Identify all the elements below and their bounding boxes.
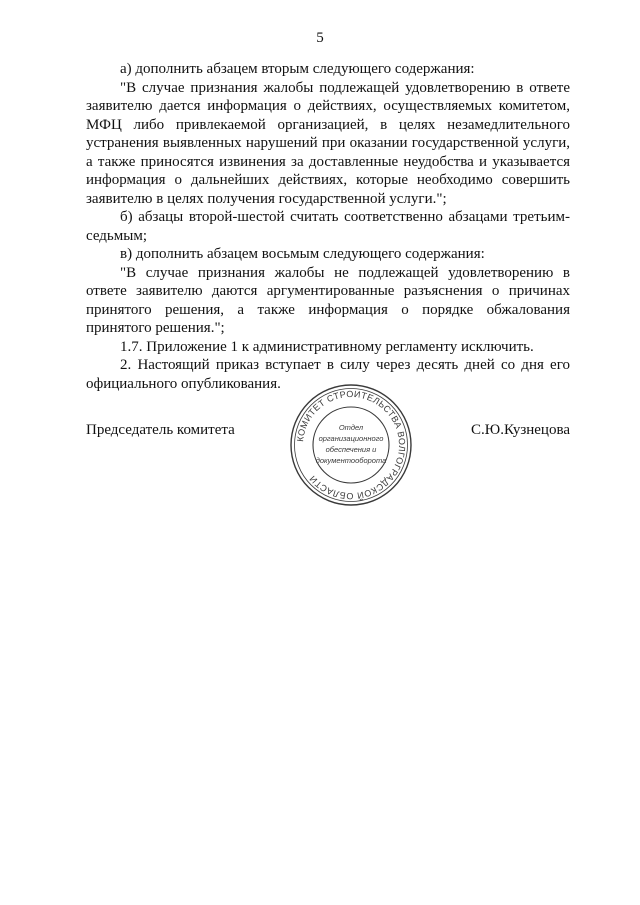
stamp-line-1: Отдел — [338, 423, 364, 432]
paragraph-quote-1: "В случае признания жалобы подлежащей удовлетворению в ответе заявителю дается информация о действиях, осуществляемых комитетом, МФЦ либо привлекаемой организацией, в целях незамедлительного устранения выявленных нарушений при оказании государственной услуги, а также приносятся извинения за доставленные неудобства и указывается информация о дальнейших действиях, которые необходимо совершить заявителю в целях получения государственной услуги."; — [86, 79, 570, 207]
paragraph-amendment-c: в) дополнить абзацем восьмым следующего содержания: — [120, 246, 485, 262]
stamp-ring-text: КОМИТЕТ СТРОИТЕЛЬСТВА ВОЛГОГРАДСКОЙ ОБЛАСТИ — [295, 388, 408, 502]
paragraph-item-1-7: 1.7. Приложение 1 к административному регламенту исключить. — [120, 338, 534, 355]
paragraph-quote-2: "В случае признания жалобы не подлежащей удовлетворению в ответе заявителю даются аргументированные разъяснения о причинах принятого решения, а также информация о порядке обжалования принятого решения."; — [86, 264, 570, 336]
official-stamp — [288, 382, 414, 508]
document-body — [86, 60, 570, 393]
signer-name: С.Ю.Кузнецова — [471, 422, 570, 438]
signer-title: Председатель комитета — [86, 422, 235, 438]
stamp-line-4: документооборота — [315, 456, 387, 465]
paragraph-amendment-b: б) абзацы второй-шестой считать соответственно абзацами третьим-седьмым; — [86, 209, 570, 244]
stamp-line-3: обеспечения и — [325, 445, 377, 454]
page-number: 5 — [316, 30, 324, 46]
paragraph-item-2: 2. Настоящий приказ вступает в силу через десять дней со дня его официального опубликования. — [86, 357, 570, 392]
stamp-line-2: организационного — [318, 434, 384, 443]
paragraph-amendment-a: а) дополнить абзацем вторым следующего содержания: — [120, 61, 475, 77]
